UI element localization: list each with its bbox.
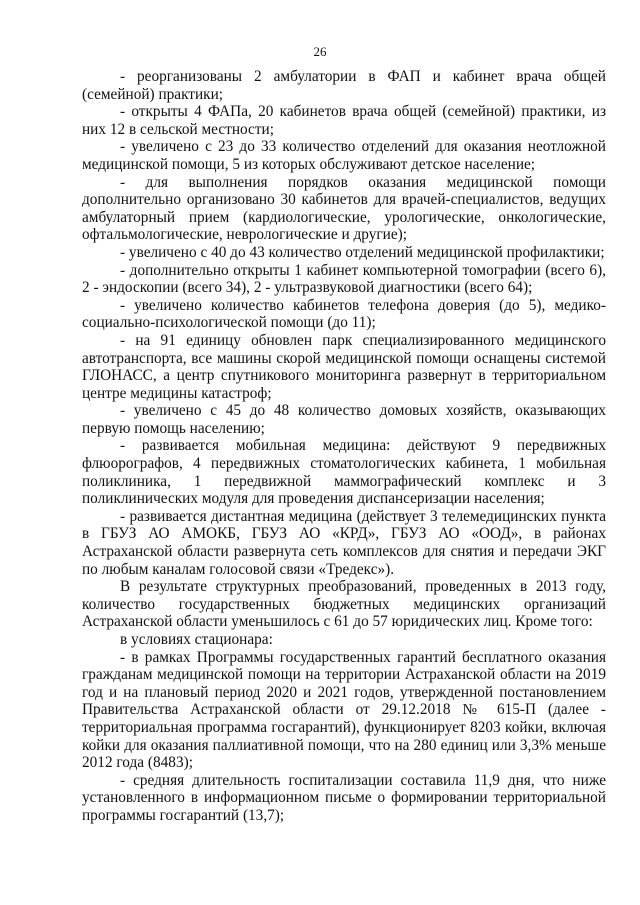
paragraph-7: - увеличено количество кабинетов телефона доверия (до 5), медико-социально-психологической помощи (до 11); [82, 296, 606, 332]
paragraph-9: - увеличено с 45 до 48 количество домовых хозяйств, оказывающих первую помощь населению; [82, 402, 606, 437]
paragraph-13: в условиях стационара: [120, 631, 273, 648]
document-body [82, 68, 606, 825]
paragraph-2: - открыты 4 ФАПа, 20 кабинетов врача общей (семейной) практики, из них 12 в сельской местности; [82, 103, 606, 138]
paragraph-10: - развивается мобильная медицина: действуют 9 передвижных флюорографов, 4 передвижных стоматологических кабинета, 1 мобильная поликлиника, 1 передвижной маммографический комплекс и 3 поликлинических модуля для проведения диспансеризации населения; [82, 437, 606, 508]
paragraph-1: - реорганизованы 2 амбулатории в ФАП и кабинет врача общей (семейной) практики; [82, 68, 606, 103]
page-number: 26 [313, 44, 327, 59]
paragraph-11: - развивается дистантная медицина (действует 3 телемедицинских пункта в ГБУЗ АО АМОКБ, ГБУЗ АО «КРД», ГБУЗ АО «ООД», в районах Астраханской области развернута сеть комплексов для снятия и передачи ЭКГ по любым каналам голосовой связи «Тредекс»). [82, 507, 606, 578]
paragraph-12: В результате структурных преобразований, проведенных в 2013 году, количество государственных бюджетных медицинских организаций Астраханской области уменьшилось с 61 до 57 юридических лиц. Кроме того: [82, 578, 606, 631]
paragraph-4: - для выполнения порядков оказания медицинской помощи дополнительно организовано 30 кабинетов для врачей-специалистов, ведущих амбулаторный прием (кардиологические, урологические, онкологические, офтальмологические, неврологические и другие); [82, 173, 606, 244]
paragraph-5: - увеличено с 40 до 43 количество отделений медицинской профилактики; [120, 243, 605, 261]
paragraph-3: - увеличено с 23 до 33 количество отделений для оказания неотложной медицинской помощи, 5 из которых обслуживают детское население; [82, 138, 606, 173]
paragraph-14: - в рамках Программы государственных гарантий бесплатного оказания гражданам медицинской помощи на территории Астраханской области на 2019 год и на плановый период 2020 и 2021 годов, утвержденной постановлением Правительства Астраханской области от 29.12.2018 № 615-П (далее - территориальная программа госгарантий), функционирует 8203 койки, включая койки для оказания паллиативной помощи, что на 280 единиц или 3,3% меньше 2012 года (8483); [82, 648, 606, 772]
paragraph-6: - дополнительно открыты 1 кабинет компьютерной томографии (всего 6), 2 - эндоскопии (всего 34), 2 - ультразвуковой диагностики (всего 64); [82, 261, 606, 297]
paragraph-8: - на 91 единицу обновлен парк специализированного медицинского автотранспорта, все машины скорой медицинской помощи оснащены системой ГЛОНАСС, а центр спутникового мониторинга развернут в территориальном центре медицины катастроф; [82, 331, 606, 402]
paragraph-15: - средняя длительность госпитализации составила 11,9 дня, что ниже установленного в информационном письме о формировании территориальной программы госгарантий (13,7); [82, 771, 606, 824]
